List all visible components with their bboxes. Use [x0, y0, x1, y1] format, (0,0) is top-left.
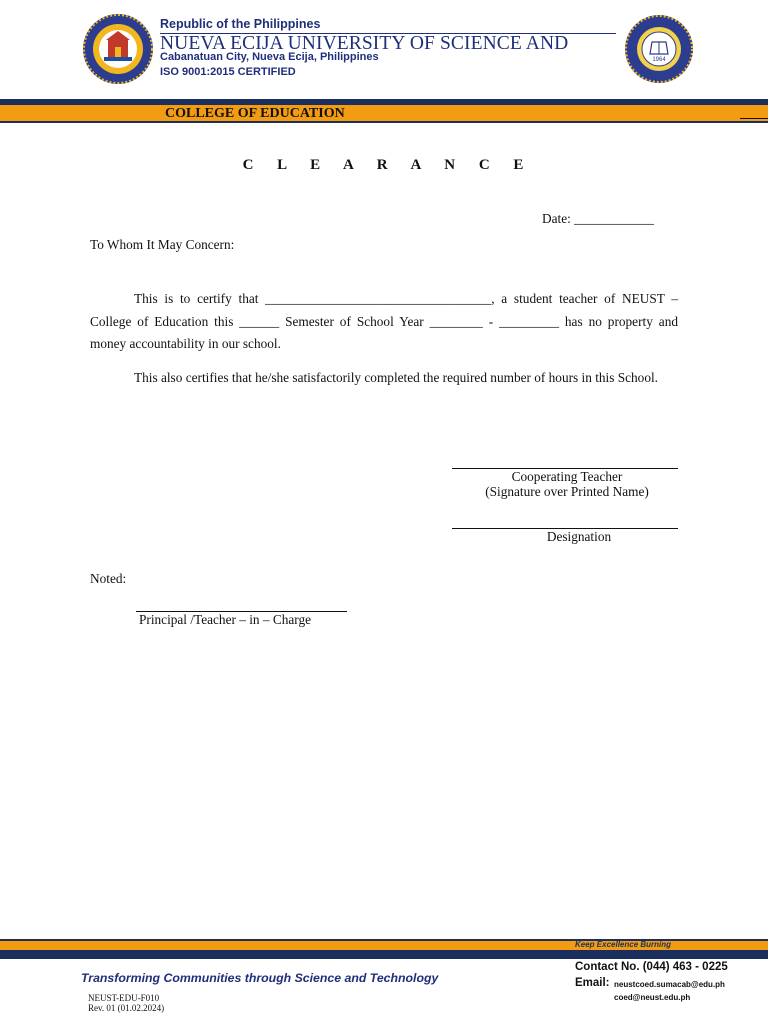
email-label: Email:	[575, 977, 610, 989]
cooperating-teacher-label: Cooperating Teacher	[511, 469, 623, 484]
signature-over-printed-name-label: (Signature over Printed Name)	[485, 484, 649, 499]
college-of-education-seal-icon	[624, 14, 694, 84]
form-revision: Rev. 01 (01.02.2024)	[88, 1003, 165, 1013]
principal-label: Principal /Teacher – in – Charge	[139, 612, 311, 627]
seal-year: 1964	[652, 57, 666, 63]
header-band-orange	[0, 105, 768, 121]
header-republic: Republic of the Philippines	[160, 17, 321, 31]
contact-number: Contact No. (044) 463 - 0225	[575, 961, 728, 973]
email-address-2: coed@neust.edu.ph	[614, 993, 691, 1002]
document-title: C L E A R A N C E	[242, 157, 534, 173]
header-band-thin	[0, 121, 768, 123]
university-name: NUEVA ECIJA UNIVERSITY OF SCIENCE AND	[160, 33, 569, 54]
completion-paragraph	[90, 367, 678, 390]
university-seal-icon	[82, 13, 154, 85]
footer-band-navy	[0, 950, 768, 959]
footer-tagline: Transforming Communities through Science and Technology	[81, 971, 439, 985]
header-city: Cabanatuan City, Nueva Ecija, Philippines	[160, 51, 379, 63]
paragraph2-text: This also certifies that he/she satisfactorily completed the required number of hours in this School.	[134, 370, 658, 385]
paragraph1-text: This is to certify that __________________________________, a student teacher of NEUST – College of Education this ______ Semester of School Year ________ - _________ has no property and money accountability in our school.	[90, 291, 678, 351]
college-rule	[740, 118, 768, 119]
designation-label: Designation	[546, 529, 612, 544]
form-code: NEUST-EDU-F010	[88, 993, 160, 1003]
college-name: COLLEGE OF EDUCATION	[165, 106, 345, 121]
greeting: To Whom It May Concern:	[90, 237, 235, 252]
footer-motto: Keep Excellence Burning	[575, 940, 672, 949]
email-address-1: neustcoed.sumacab@edu.ph	[614, 980, 725, 989]
date-field: Date: ____________	[542, 211, 654, 226]
certification-paragraph	[90, 288, 678, 356]
iso-certification: ISO 9001:2015 CERTIFIED	[160, 66, 296, 78]
noted-label: Noted:	[90, 571, 127, 586]
